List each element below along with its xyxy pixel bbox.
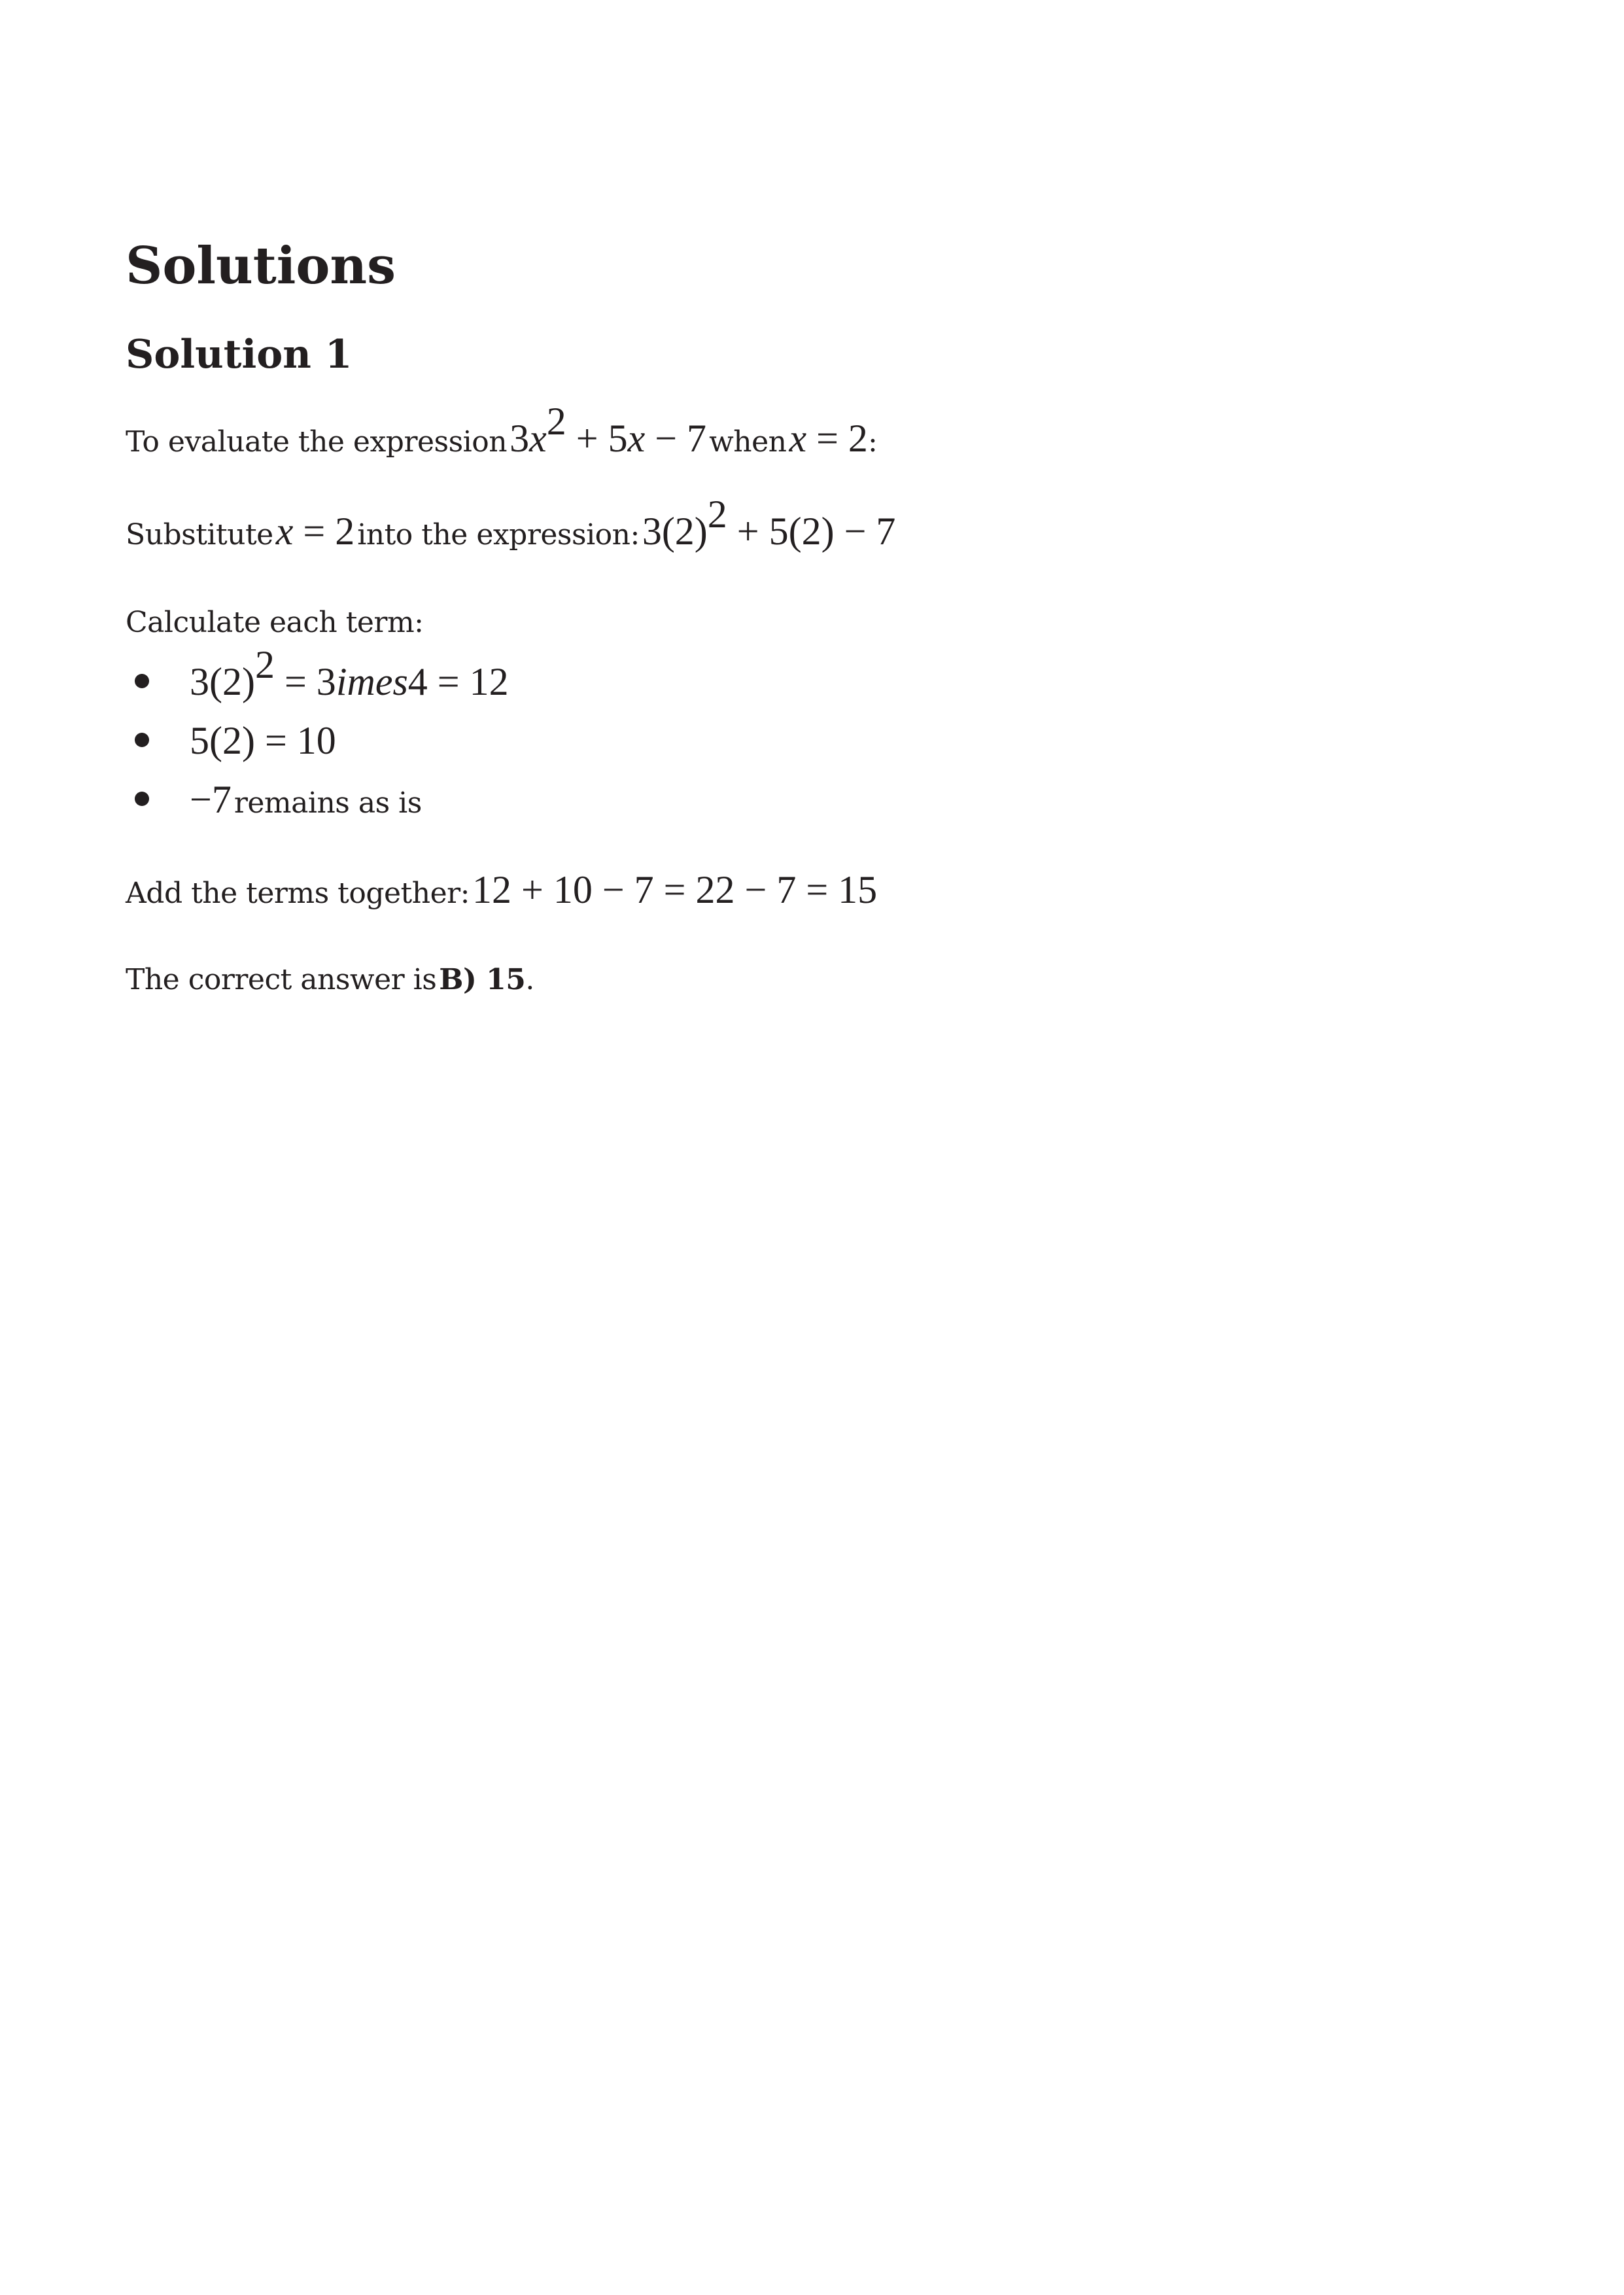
term-2-text: 5(2) = 10 xyxy=(190,719,336,762)
substitute-paragraph xyxy=(126,493,896,553)
substitute-var: x xyxy=(275,510,294,553)
answer-suffix: . xyxy=(525,963,534,996)
add-paragraph xyxy=(126,870,877,909)
expr-var2: x xyxy=(627,417,646,460)
term-1-italic: imes xyxy=(336,660,408,703)
calculate-label: Calculate each term: xyxy=(126,606,424,639)
term-3-text: remains as is xyxy=(233,786,422,820)
intro-paragraph xyxy=(126,400,878,460)
page-title: Solutions xyxy=(126,236,396,296)
term-3-value: −7 xyxy=(190,778,232,821)
term-item-2 xyxy=(190,721,336,760)
substitute-expr-b: + 5(2) − 7 xyxy=(727,510,896,553)
answer-paragraph xyxy=(126,963,534,996)
substitute-expr-exp: 2 xyxy=(707,493,727,536)
cond-rest: = 2 xyxy=(806,417,868,460)
intro-when: when xyxy=(709,425,787,459)
term-item-1 xyxy=(190,643,509,703)
term-item-3 xyxy=(190,780,422,819)
term-1-result: 4 = 12 xyxy=(407,660,509,703)
bullet-icon xyxy=(135,733,149,747)
substitute-expr-a: 3(2) xyxy=(642,510,708,553)
expr-var: x xyxy=(529,417,547,460)
term-1-base: 3(2) xyxy=(190,660,255,703)
cond-var: x xyxy=(789,417,807,460)
intro-prefix: To evaluate the expression xyxy=(126,425,508,459)
term-1-eq: = 3 xyxy=(274,660,336,703)
expr-rest-b: − 7 xyxy=(645,417,707,460)
expr-exp: 2 xyxy=(546,400,566,443)
intro-colon: : xyxy=(867,425,878,459)
add-prefix: Add the terms together: xyxy=(126,877,470,910)
answer-prefix: The correct answer is xyxy=(126,963,437,996)
expr-rest-a: + 5 xyxy=(566,417,628,460)
expr-coef: 3 xyxy=(510,417,530,460)
bullet-icon xyxy=(135,792,149,806)
answer-value: B) 15 xyxy=(439,963,526,996)
add-expr: 12 + 10 − 7 = 22 − 7 = 15 xyxy=(472,868,878,911)
term-1-exp: 2 xyxy=(254,643,275,686)
substitute-middle: into the expression: xyxy=(357,518,640,552)
section-title: Solution 1 xyxy=(126,332,353,377)
bullet-icon xyxy=(135,674,149,688)
substitute-prefix: Substitute xyxy=(126,518,273,552)
substitute-eq: = 2 xyxy=(293,510,355,553)
